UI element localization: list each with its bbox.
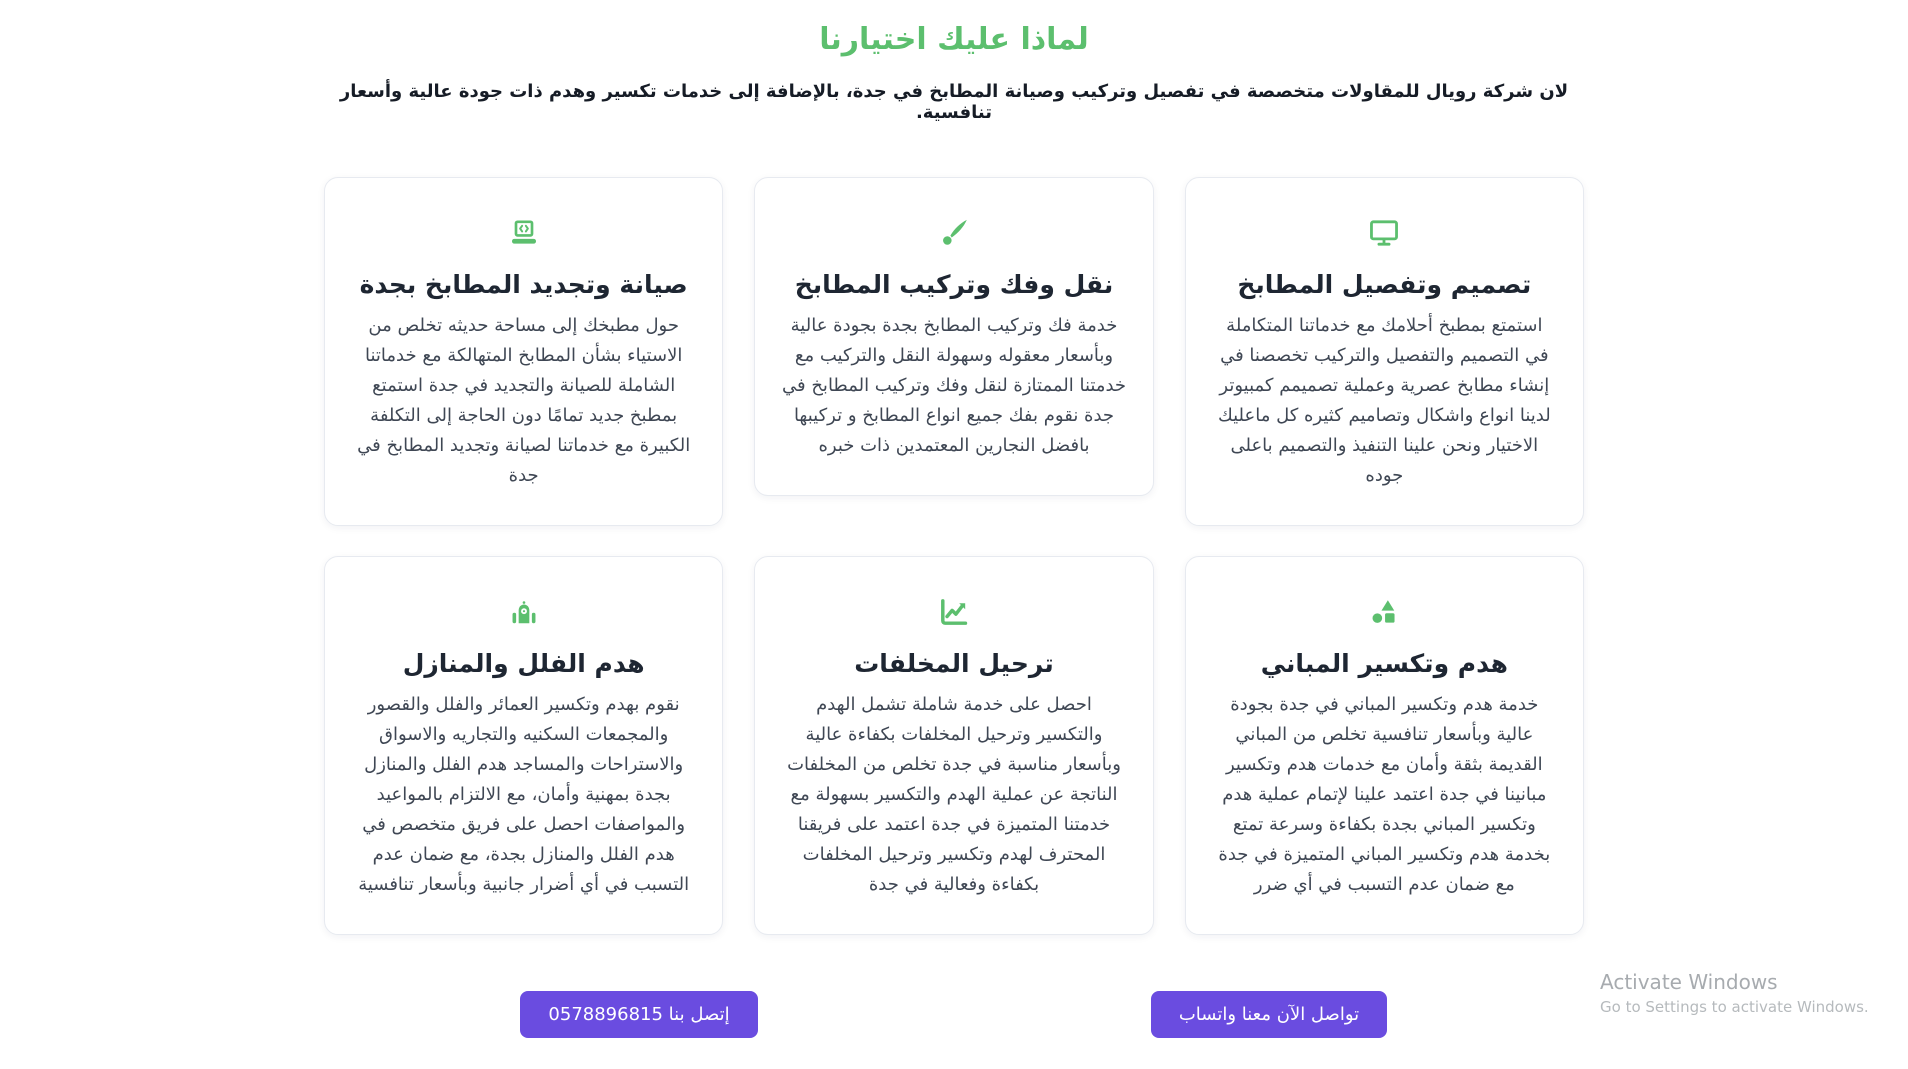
card-body: احصل على خدمة شاملة تشمل الهدم والتكسير وترحيل المخلفات بكفاءة عالية وبأسعار مناسبة في جدة تخلص من المخلفات الناتجة عن عملية الهدم والتكسير بسهولة مع خدمتنا المتميزة في جدة اعتمد على فريقنا المحترف لهدم وتكسير وترحيل المخلفات بكفاءة وفعالية في جدة: [787, 694, 1121, 895]
cta-col-call: [324, 991, 954, 1038]
card-body: خدمة هدم وتكسير المباني في جدة بجودة عالية وبأسعار تنافسية تخلص من المباني القديمة بثقة وأمان مع خدمات هدم وتكسير مبانينا في جدة اعتمد علينا لإتمام عملية هدم وتكسير المباني بجدة بكفاءة وسرعة تمتع بخدمة هدم وتكسير المباني المتميزة في جدة مع ضمان عدم التسبب في أي ضرر: [1218, 694, 1551, 895]
card-building-demolition: [1185, 556, 1584, 935]
chart-line-icon: [781, 595, 1126, 629]
shapes-icon: [1212, 595, 1557, 629]
card-waste-removal: [754, 556, 1153, 935]
card-villa-demolition: [324, 556, 723, 935]
card-body: نقوم بهدم وتكسير العمائر والفلل والقصور والمجمعات السكنيه والتجاريه والاسواق والاستراحات والمساجد هدم الفلل والمنازل بجدة بمهنية وأمان، مع الالتزام بالمواعيد والمواصفات احصل على فريق متخصص في هدم الفلل والمنازل بجدة، مع ضمان عدم التسبب في أي أضرار جانبية وبأسعار تنافسية: [358, 694, 690, 895]
card-title: تصميم وتفصيل المطابخ: [1237, 270, 1532, 299]
activate-windows-watermark: [1600, 970, 1869, 1016]
card-kitchen-maintenance: [324, 177, 723, 526]
cta-col-whatsapp: [954, 991, 1584, 1038]
card-body: استمتع بمطبخ أحلامك مع خدماتنا المتكاملة في التصميم والتفصيل والتركيب تخصصنا في إنشاء مطابخ عصرية وعملية تصميمم كمبيوتر لدينا انواع واشكال وتصاميم كثيره كل ماعليك الاختيار ونحن علينا التنفيذ والتصميم باعلى جوده: [1217, 315, 1551, 486]
card-body: حول مطبخك إلى مساحة حديثه تخلص من الاستياء بشأن المطابخ المتهالكة مع خدماتنا الشاملة للصيانة والتجديد في جدة استمتع بمطبخ جديد تمامًا دون الحاجة إلى التكلفة الكبيرة مع خدماتنا لصيانة وتجديد المطابخ في جدة: [357, 315, 691, 486]
card-kitchen-moving: [754, 177, 1153, 496]
card-kitchen-design: [1185, 177, 1584, 526]
activate-windows-line1: Activate Windows: [1600, 970, 1778, 994]
card-title: ترحيل المخلفات: [854, 649, 1054, 678]
section-subtitle: لان شركة رويال للمقاولات متخصصة في تفصيل وتركيب وصيانة المطابخ في جدة، بالإضافة إلى خدمات تكسير وهدم ذات جودة عالية وأسعار تنافسية.: [339, 81, 1569, 123]
card-title: صيانة وتجديد المطابخ بجدة: [359, 270, 688, 299]
why-choose-us-section: [324, 0, 1584, 1038]
activate-windows-line2: Go to Settings to activate Windows.: [1600, 998, 1869, 1016]
call-us-button[interactable]: إتصل بنا 0578896815: [520, 991, 757, 1038]
card-title: هدم الفلل والمنازل: [402, 649, 645, 678]
card-body: خدمة فك وتركيب المطابخ بجدة بجودة عالية وبأسعار معقوله وسهولة النقل والتركيب مع خدمتنا الممتازة لنقل وفك وتركيب المطابخ في جدة نقوم بفك جميع انواع المطابخ و تركيبها بافضل النجارين المعتمدين ذات خبره: [781, 315, 1127, 456]
section-title: لماذا عليك اختيارنا: [819, 22, 1089, 57]
cta-row: [324, 991, 1584, 1038]
services-grid: [324, 177, 1584, 935]
paint-brush-icon: [781, 216, 1126, 250]
desktop-icon: [1212, 216, 1557, 250]
building-icon: [351, 595, 696, 629]
card-title: نقل وفك وتركيب المطابخ: [794, 270, 1114, 299]
laptop-code-icon: [351, 216, 696, 250]
card-title: هدم وتكسير المباني: [1260, 649, 1508, 678]
whatsapp-contact-button[interactable]: تواصل الآن معنا واتساب: [1151, 991, 1387, 1038]
